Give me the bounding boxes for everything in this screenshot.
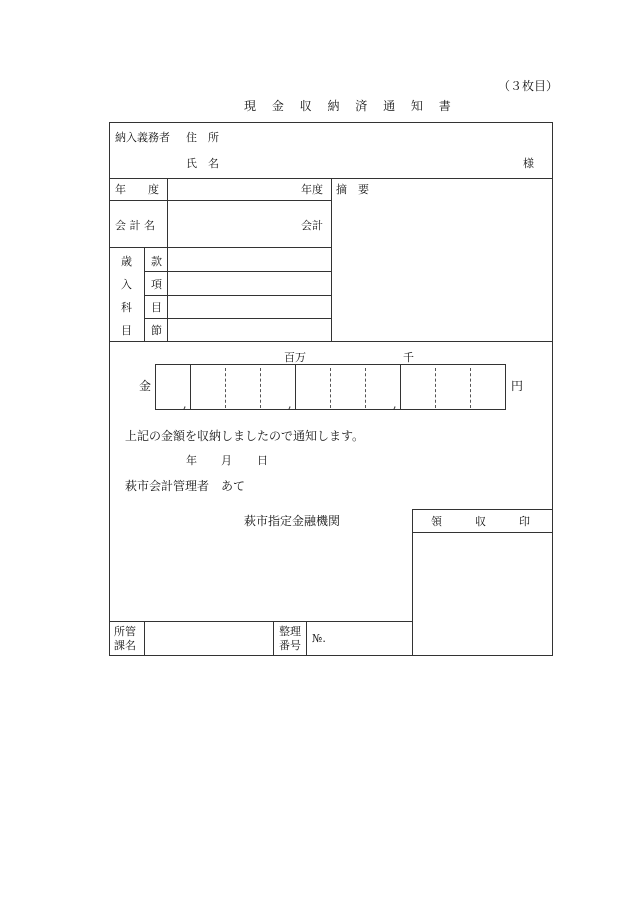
thousands-separator: , bbox=[288, 398, 292, 411]
divider-revenue-group bbox=[144, 248, 145, 341]
accounting-suffix: 会計 bbox=[301, 219, 323, 232]
divider-bottom-row bbox=[109, 621, 412, 622]
divider-kan bbox=[144, 271, 331, 272]
digit-divider bbox=[435, 368, 436, 408]
department-label-line2: 課名 bbox=[114, 639, 136, 652]
honorific: 様 bbox=[523, 157, 534, 170]
seal-label: 領 収 印 bbox=[431, 515, 530, 528]
revenue-level-moku: 目 bbox=[151, 301, 162, 314]
digit-divider bbox=[330, 368, 331, 408]
divider-department bbox=[144, 621, 145, 656]
revenue-group-char-3: 科 bbox=[121, 301, 132, 314]
digit-divider bbox=[225, 368, 226, 408]
divider-subject bbox=[109, 341, 553, 342]
amount-unit: 円 bbox=[511, 379, 524, 393]
fiscal-year-suffix: 年度 bbox=[301, 183, 323, 196]
fiscal-year-label: 年 度 bbox=[115, 183, 159, 196]
name-label: 氏 名 bbox=[186, 157, 219, 170]
address-label: 住 所 bbox=[186, 131, 219, 144]
divider-number bbox=[306, 621, 307, 656]
accounting-label: 会 計 名 bbox=[115, 219, 155, 232]
thousands-separator: , bbox=[183, 398, 187, 411]
number-label: №. bbox=[312, 632, 326, 645]
digit-divider bbox=[295, 364, 296, 410]
form-title: 現 金 収 納 済 通 知 書 bbox=[244, 99, 457, 113]
thousands-separator: , bbox=[393, 398, 397, 411]
digit-divider bbox=[190, 364, 191, 410]
remarks-label: 摘 要 bbox=[336, 183, 369, 196]
revenue-group-char-4: 目 bbox=[121, 324, 132, 337]
digit-divider bbox=[470, 368, 471, 408]
digit-divider bbox=[400, 364, 401, 410]
divider-reference bbox=[273, 621, 274, 656]
bank-label: 萩市指定金融機関 bbox=[244, 514, 341, 528]
divider-accounting bbox=[109, 247, 331, 248]
revenue-level-kou: 項 bbox=[151, 278, 162, 291]
reference-label-line1: 整理 bbox=[279, 625, 301, 638]
addressee: 萩市会計管理者 あて bbox=[125, 479, 246, 493]
digit-divider bbox=[260, 368, 261, 408]
reference-label-line2: 番号 bbox=[279, 639, 301, 652]
divider-year bbox=[109, 200, 331, 201]
copy-note: （３枚目） bbox=[498, 79, 559, 93]
amount-label: 金 bbox=[139, 379, 152, 393]
seal-header-border bbox=[412, 532, 553, 533]
revenue-level-setsu: 節 bbox=[151, 324, 162, 337]
divider-kou bbox=[144, 295, 331, 296]
divider-remarks-column bbox=[331, 178, 332, 341]
notice-text: 上記の金額を収納しましたので通知します。 bbox=[125, 429, 365, 443]
digit-divider bbox=[365, 368, 366, 408]
divider-moku bbox=[144, 318, 331, 319]
revenue-group-char-2: 入 bbox=[121, 278, 132, 291]
date-month-label: 月 bbox=[221, 454, 232, 467]
department-label-line1: 所管 bbox=[114, 625, 136, 638]
payer-label: 納入義務者 bbox=[115, 131, 170, 144]
divider-label-column bbox=[167, 178, 168, 341]
thousand-label: 千 bbox=[403, 351, 414, 364]
date-day-label: 日 bbox=[257, 454, 268, 467]
seal-top-border bbox=[412, 509, 553, 510]
revenue-group-char-1: 歳 bbox=[121, 255, 132, 268]
date-year-label: 年 bbox=[186, 454, 197, 467]
revenue-level-kan: 款 bbox=[151, 255, 162, 268]
million-label: 百万 bbox=[284, 351, 306, 364]
